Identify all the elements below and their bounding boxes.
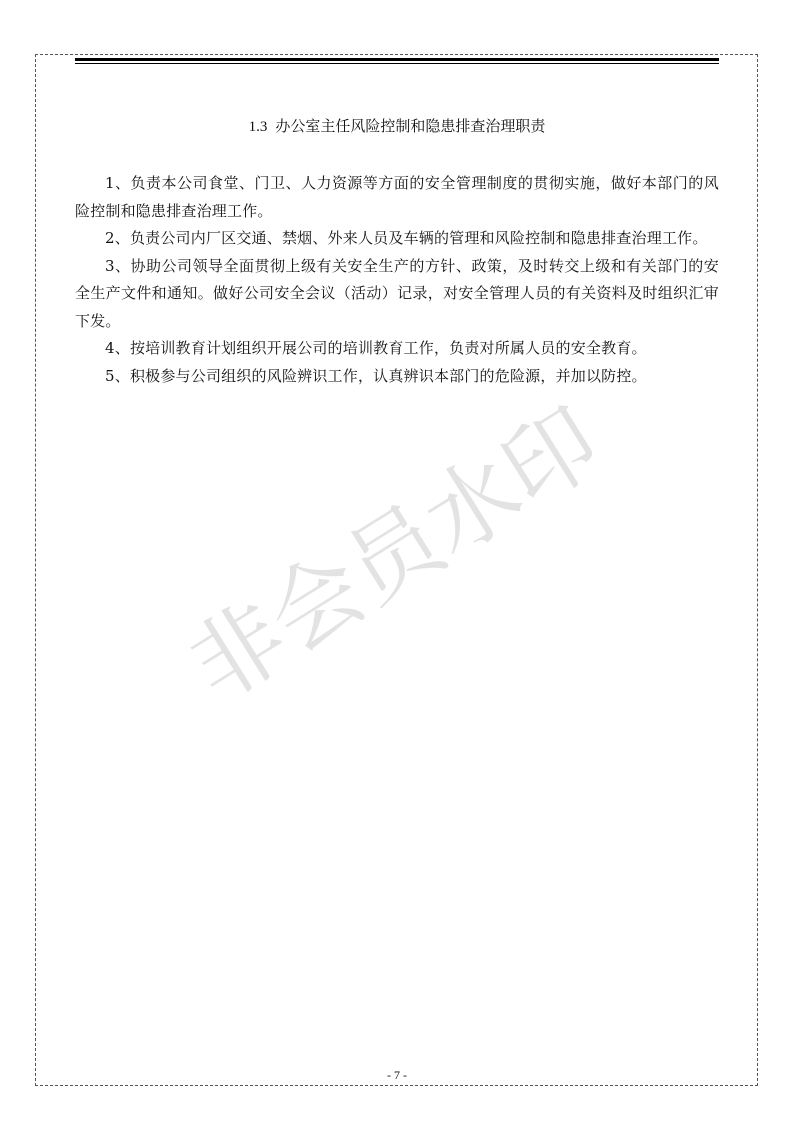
watermark: 非会员水印 [171, 387, 619, 722]
header-rule-thin [75, 63, 719, 64]
paragraph-3: 3、协助公司领导全面贯彻上级有关安全生产的方针、政策，及时转交上级和有关部门的安全生产文件和通知。做好公司安全会议（活动）记录，对安全管理人员的有关资料及时组织汇审下发。 [75, 256, 719, 330]
paragraph-4: 4、按培训教育计划组织开展公司的培训教育工作，负责对所属人员的安全教育。 [105, 339, 647, 357]
header-rule-thick [75, 58, 719, 61]
section-title-text: 办公室主任风险控制和隐患排查治理职责 [275, 117, 546, 135]
paragraph-2: 2、负责公司内厂区交通、禁烟、外来人员及车辆的管理和风险控制和隐患排查治理工作。 [105, 229, 708, 247]
paragraph-1: 1、负责本公司食堂、门卫、人力资源等方面的安全管理制度的贯彻实施，做好本部门的风险控制和隐患排查治理工作。 [75, 174, 719, 220]
section-number: 1.3 [248, 119, 268, 135]
document-body [75, 170, 719, 390]
page-number: - 7 - [387, 1068, 407, 1082]
section-title [75, 115, 719, 138]
paragraph-5: 5、积极参与公司组织的风险辨识工作，认真辨识本部门的危险源，并加以防控。 [105, 366, 647, 385]
